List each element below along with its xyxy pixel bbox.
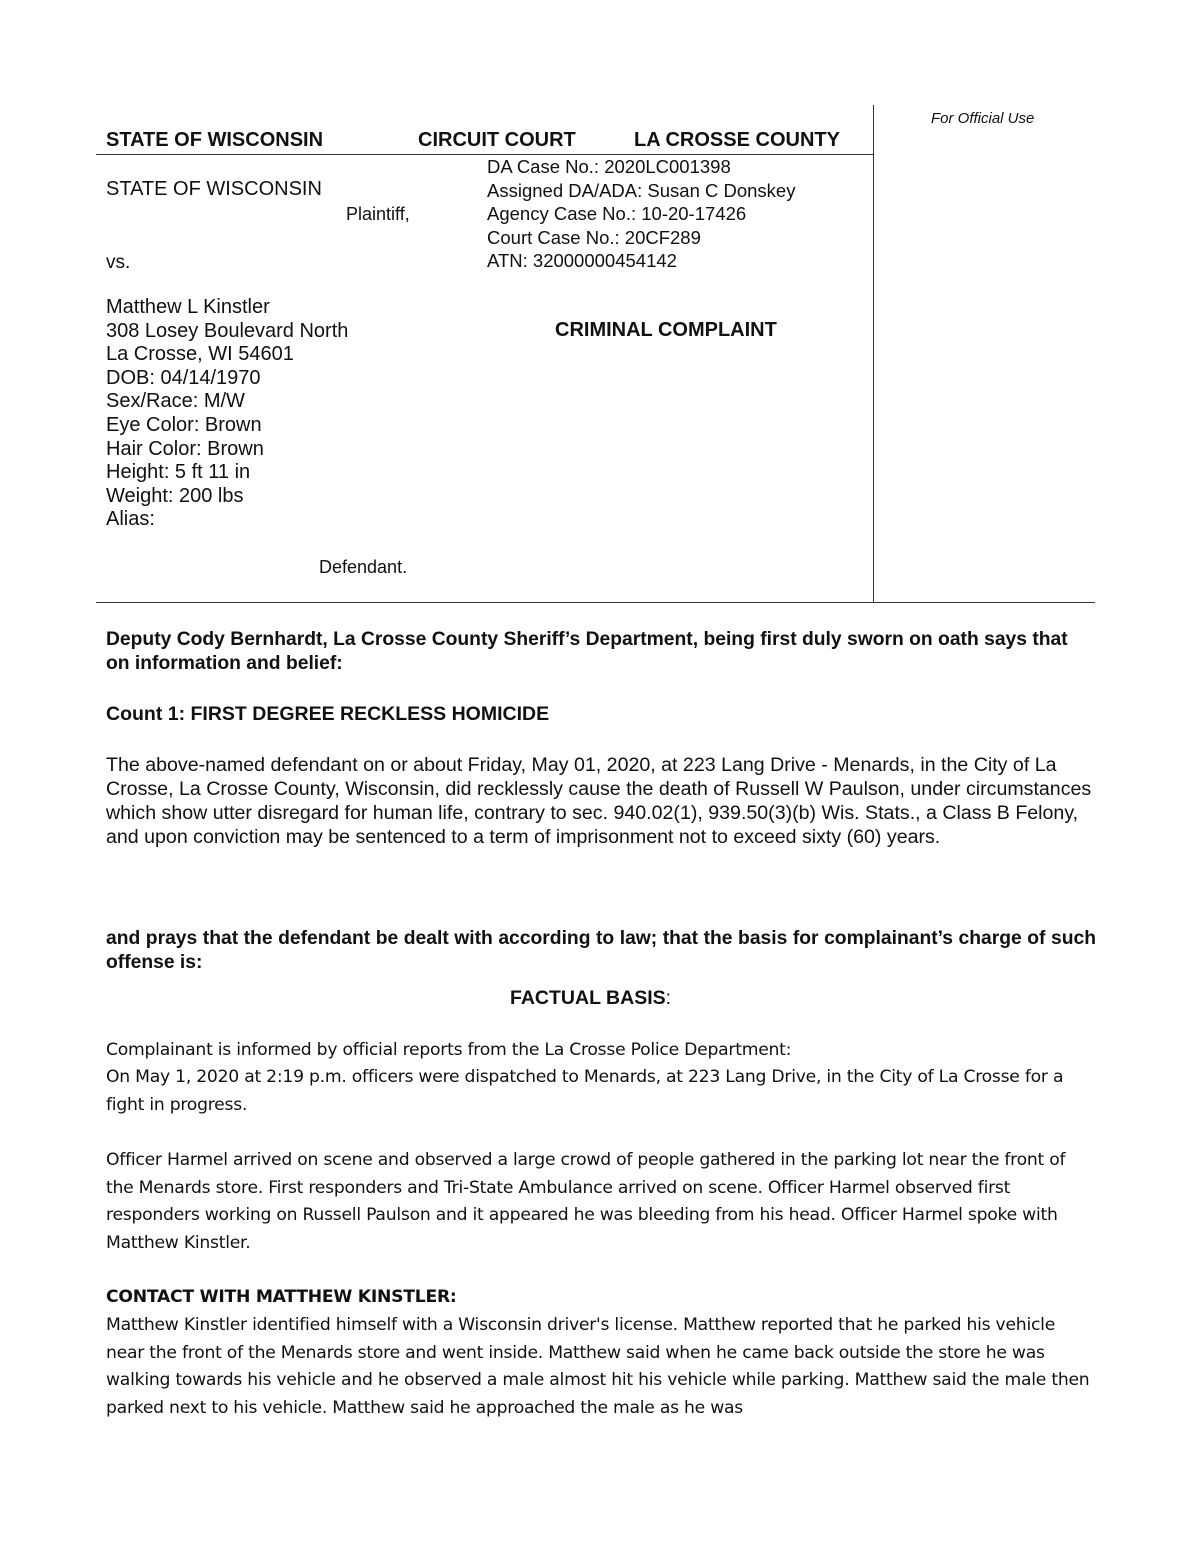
defendant-address-line1: 308 Losey Boulevard North bbox=[106, 319, 349, 342]
caption-bottom-rule bbox=[96, 602, 1095, 603]
plaintiff-name: STATE OF WISCONSIN bbox=[106, 178, 322, 200]
header-state: STATE OF WISCONSIN bbox=[106, 129, 324, 151]
factual-paragraph-officer: Officer Harmel arrived on scene and observed a large crowd of people gathered in the parking lot near the front of the Menards store. First responders and Tri-State Ambulance arrived on scene. Officer Harmel observed first responders working on Russell Paulson and it appeared he was bleeding from his head. Officer Harmel spoke with Matthew Kinstler. bbox=[106, 1150, 1066, 1253]
prays-statement: and prays that the defendant be dealt with according to law; that the basis for complainant’s charge of such offense is: bbox=[106, 928, 1096, 973]
atn-number: ATN: 32000000454142 bbox=[487, 250, 677, 272]
factual-basis-title: FACTUAL BASIS bbox=[510, 987, 666, 1009]
defendant-role: Defendant. bbox=[319, 557, 408, 577]
defendant-info bbox=[106, 296, 348, 532]
assigned-da: Assigned DA/ADA: Susan C Donskey bbox=[487, 179, 796, 201]
plaintiff-role: Plaintiff, bbox=[346, 204, 410, 224]
contact-heading: CONTACT WITH MATTHEW KINSTLER: bbox=[106, 1287, 457, 1307]
contact-paragraph: Matthew Kinstler identified himself with a Wisconsin driver's license. Matthew reported that he parked his vehicle near the front of the Menards store and went inside. Matthew said when he came back outside the store he was walking towards his vehicle and he observed a male almost hit his vehicle while parking. Matthew said the male then parked next to his vehicle. Matthew said he approached the male as he was bbox=[106, 1315, 1090, 1418]
factual-intro-line2: On May 1, 2020 at 2:19 p.m. officers were dispatched to Menards, at 223 Lang Drive, in the City of La Crosse for a fight in progress. bbox=[106, 1067, 1064, 1115]
case-info bbox=[487, 155, 795, 273]
official-use-label: For Official Use bbox=[931, 110, 1035, 127]
count-description: The above-named defendant on or about Friday, May 01, 2020, at 223 Lang Drive - Menards, in the City of La Crosse, La Crosse County, Wisconsin, did recklessly cause the death of Russell W Paulson, under circumstances which show utter disregard for human life, contrary to sec. 940.02(1), 939.50(3)(b) Wis. Stats., a Class B Felony, and upon conviction may be sentenced to a term of imprisonment not to exceed sixty (60) years. bbox=[106, 754, 1092, 848]
defendant-hair-color: Hair Color: Brown bbox=[106, 437, 264, 460]
factual-intro-line1: Complainant is informed by official reports from the La Crosse Police Department: bbox=[106, 1040, 792, 1060]
factual-basis-colon: : bbox=[665, 987, 672, 1009]
defendant-alias: Alias: bbox=[106, 508, 155, 531]
defendant-eye-color: Eye Color: Brown bbox=[106, 413, 262, 436]
oath-statement: Deputy Cody Bernhardt, La Crosse County Sheriff’s Department, being first duly sworn on oath says that on information and belief: bbox=[106, 629, 1068, 674]
count-title: Count 1: FIRST DEGREE RECKLESS HOMICIDE bbox=[106, 703, 550, 725]
defendant-name: Matthew L Kinstler bbox=[106, 296, 270, 318]
defendant-dob: DOB: 04/14/1970 bbox=[106, 366, 261, 389]
document-title: CRIMINAL COMPLAINT bbox=[555, 319, 777, 341]
defendant-weight: Weight: 200 lbs bbox=[106, 484, 244, 507]
factual-basis-heading bbox=[510, 987, 671, 1010]
defendant-address-line2: La Crosse, WI 54601 bbox=[106, 343, 294, 366]
vertical-rule bbox=[873, 105, 874, 602]
header-county: LA CROSSE COUNTY bbox=[634, 129, 840, 151]
header-court: CIRCUIT COURT bbox=[418, 129, 576, 151]
court-case-number: Court Case No.: 20CF289 bbox=[487, 226, 701, 248]
defendant-height: Height: 5 ft 11 in bbox=[106, 461, 251, 484]
da-case-number: DA Case No.: 2020LC001398 bbox=[487, 156, 731, 177]
versus-label: vs. bbox=[106, 252, 131, 273]
defendant-sex-race: Sex/Race: M/W bbox=[106, 390, 245, 413]
agency-case-number: Agency Case No.: 10-20-17426 bbox=[487, 203, 747, 225]
